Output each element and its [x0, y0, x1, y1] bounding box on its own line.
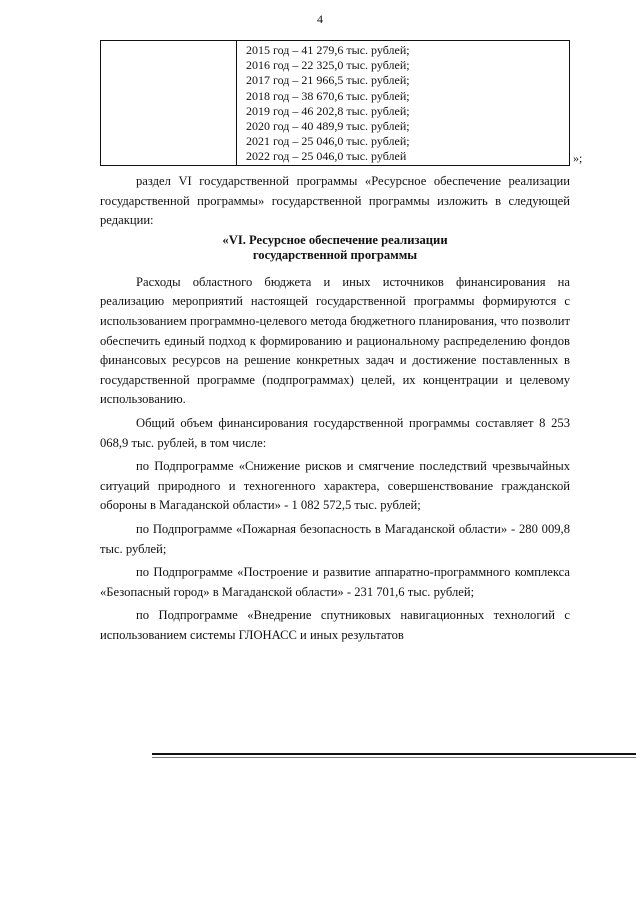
- section-heading: [100, 233, 570, 263]
- paragraph: Общий объем финансирования государственной программы составляет 8 253 068,9 тыс. рублей, в том числе:: [100, 415, 570, 450]
- table-right-cell: [246, 43, 565, 165]
- heading-line: «VI. Ресурсное обеспечение реализации: [222, 232, 448, 247]
- table-left-cell: [101, 41, 237, 165]
- intro-paragraph: раздел VI государственной программы «Ресурсное обеспечение реализации государственной программы» государственной программы изложить в следующей редакции:: [100, 174, 570, 228]
- paragraph: по Подпрограмме «Снижение рисков и смягчение последствий чрезвычайных ситуаций природного и техногенного характера, совершенствование гражданской обороны в Магаданской области» - 1 082 572,5 тыс. рублей;: [100, 459, 570, 513]
- table-row: 2016 год – 22 325,0 тыс. рублей;: [246, 58, 410, 73]
- paragraph: по Подпрограмме «Внедрение спутниковых навигационных технологий с использованием системы ГЛОНАСС и иных результатов: [100, 608, 570, 642]
- heading-line: государственной программы: [252, 247, 418, 262]
- table-row: 2020 год – 40 489,9 тыс. рублей;: [246, 119, 410, 134]
- paragraph: Расходы областного бюджета и иных источников финансирования на реализацию мероприятий настоящей государственной программы формируются с использованием программно-целевого метода бюджетного планирования, что позволит обеспечить единый подход к формированию и рациональному распределению фондов финансовых ресурсов на решение конкретных задач и достижение поставленных в государственной программе (подпрограммах) целей, их концентрации и целевому использованию.: [100, 274, 570, 407]
- table-row: 2022 год – 25 046,0 тыс. рублей: [246, 149, 407, 164]
- table-row: 2018 год – 38 670,6 тыс. рублей;: [246, 88, 410, 103]
- table-row: 2019 год – 46 202,8 тыс. рублей;: [246, 103, 410, 118]
- table-row: 2017 год – 21 966,5 тыс. рублей;: [246, 73, 410, 88]
- document-body: [100, 172, 570, 645]
- footer-rule-thin: [152, 757, 636, 758]
- page-number: 4: [317, 12, 323, 26]
- footer-rule: [152, 753, 636, 755]
- funding-table: [100, 40, 570, 166]
- table-row: 2015 год – 41 279,6 тыс. рублей;: [246, 43, 410, 57]
- table-closing-quote: »;: [573, 151, 583, 165]
- table-row: 2021 год – 25 046,0 тыс. рублей;: [246, 134, 410, 149]
- paragraph: по Подпрограмме «Пожарная безопасность в Магаданской области» - 280 009,8 тыс. рублей;: [100, 521, 570, 556]
- paragraph: по Подпрограмме «Построение и развитие аппаратно-программного комплекса «Безопасный город» в Магаданской области» - 231 701,6 тыс. рублей;: [100, 565, 570, 599]
